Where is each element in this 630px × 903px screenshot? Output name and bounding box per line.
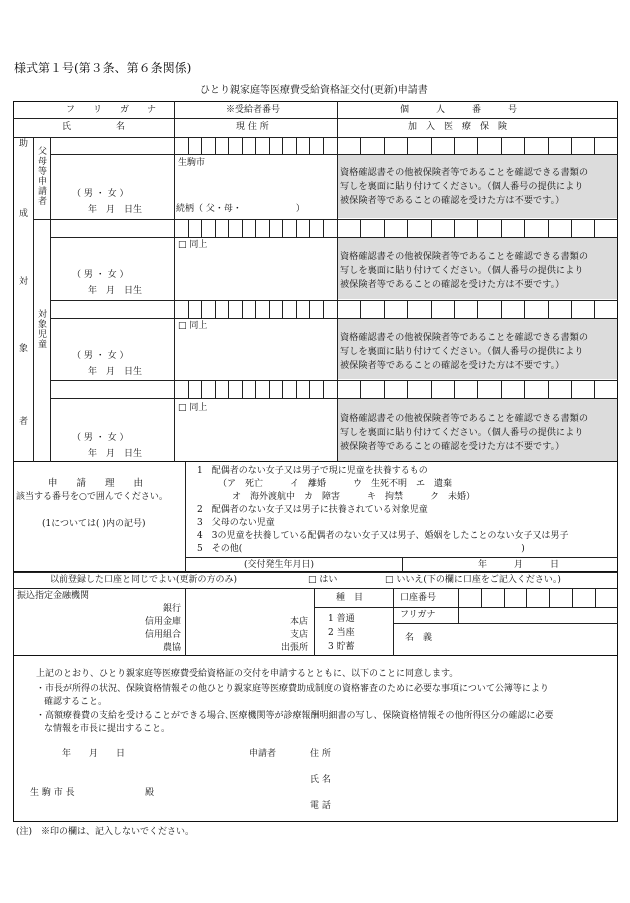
account-kind-2[interactable]: 2 当座	[328, 628, 355, 638]
insurance-note-4b: 写しを裏面に貼り付けてください。（個人番号の提供により	[340, 427, 584, 438]
grid-divider	[201, 300, 202, 318]
bank-type-nokyo[interactable]: 農協	[163, 643, 182, 653]
form-number: 様式第１号(第３条、第６条関係)	[14, 61, 192, 75]
bank-label: 振込指定金融機関	[17, 591, 90, 601]
side-label-5: 者	[19, 417, 29, 427]
grid-divider	[269, 219, 270, 237]
grid-divider	[407, 137, 408, 154]
grid-divider	[282, 219, 283, 237]
insurance-note-3a: 資格確認書その他被保険者等であることを確認できる書類の	[340, 332, 589, 343]
grid-divider	[296, 219, 297, 237]
same-checkbox-1[interactable]: □ 同上	[178, 240, 208, 250]
reason-item-3[interactable]: 3 父母のない児童	[197, 518, 275, 528]
form-title: ひとり親家庭等医療費受給資格証交付(更新)申請書	[200, 85, 428, 96]
grid-divider	[309, 380, 310, 398]
bank-type-shinkin[interactable]: 信用金庫	[145, 617, 182, 627]
branch-type-office[interactable]: 出張所	[281, 643, 309, 653]
side-label-2: 成	[19, 209, 29, 219]
account-holder-label: 名 義	[405, 633, 433, 643]
grid-divider	[215, 300, 216, 318]
grid-divider	[360, 219, 361, 237]
grid-divider	[407, 219, 408, 237]
consent-bullet-2b: な情報を市長に提出すること。	[44, 724, 171, 734]
grid-divider	[548, 219, 549, 237]
grid-divider	[255, 219, 256, 237]
reason-item-4[interactable]: 4 3の児童を扶養している配偶者のない女子又は男子、婚姻をしたことのない女子又は男子	[197, 531, 569, 541]
grid-divider	[524, 137, 525, 154]
insurance-note-4a: 資格確認書その他被保険者等であることを確認できる書類の	[340, 413, 589, 424]
same-checkbox-2[interactable]: □ 同上	[178, 321, 208, 331]
grid-divider	[501, 300, 502, 318]
grid-divider	[431, 219, 432, 237]
grid-divider	[323, 300, 324, 318]
grid-divider	[571, 137, 572, 154]
account-kind-3[interactable]: 3 貯蓄	[328, 642, 355, 652]
grid-divider	[228, 380, 229, 398]
reason-label: 申 請 理 由	[48, 478, 144, 489]
consent-intro: 上記のとおり、ひとり親家庭等医療費受給資格証の交付を申請するとともに、以下のことに同意します。	[36, 669, 459, 679]
signature-date[interactable]: 年 月 日	[62, 749, 126, 759]
grid-divider	[323, 137, 324, 154]
grid-divider	[454, 380, 455, 398]
footnote: (注) ※印の欄は、記入しないでください。	[16, 827, 195, 837]
account-number-cell[interactable]	[526, 589, 527, 607]
grid-divider	[524, 300, 525, 318]
grid-divider	[201, 137, 202, 154]
birth-date-child-3[interactable]: 年 月 日生	[88, 449, 143, 459]
grid-divider	[215, 219, 216, 237]
grid-divider	[571, 380, 572, 398]
grid-divider	[501, 219, 502, 237]
grid-divider	[594, 300, 595, 318]
grid-divider	[215, 380, 216, 398]
signature-applicant: 申請者	[249, 749, 277, 759]
grid-divider	[360, 380, 361, 398]
account-furigana-label: フリガナ	[400, 610, 436, 620]
consent-bullet-2a: ・高額療養費の支給を受けることができる場合､医療機関等が診療報酬明細書の写し、保険資格情報その他所得区分の確認に必要	[36, 711, 554, 721]
recipient-number-header: ※受給者番号	[226, 105, 281, 115]
mayor-label: 生 駒 市 長	[30, 788, 75, 798]
grid-divider	[309, 219, 310, 237]
grid-divider	[201, 219, 202, 237]
grid-divider	[255, 380, 256, 398]
grid-divider	[407, 380, 408, 398]
issue-date-label: (交付発生年月日)	[244, 560, 315, 570]
consent-bullet-1a: ・市長が所得の状況、保険資格情報その他ひとり親家庭等医療費助成制度の資格審査のために必要な事項について公簿等により	[36, 684, 549, 694]
side-label-3: 対	[19, 277, 29, 287]
individual-number-header: 個 人 番 号	[400, 105, 518, 115]
grid-divider	[242, 219, 243, 237]
insurance-note-3b: 写しを裏面に貼り付けてください。（個人番号の提供により	[340, 346, 584, 357]
reason-item-2[interactable]: 2 配偶者のない女子又は男子に扶養されている対象児童	[197, 505, 428, 515]
grid-divider	[548, 137, 549, 154]
mayor-honorific: 殿	[145, 788, 155, 798]
grid-divider	[323, 380, 324, 398]
birth-date-child-1[interactable]: 年 月 日生	[88, 286, 143, 296]
grid-divider	[477, 380, 478, 398]
grid-divider	[296, 137, 297, 154]
insurance-note-2a: 資格確認書その他被保険者等であることを確認できる書類の	[340, 251, 589, 262]
side-label-4: 象	[19, 344, 29, 354]
consent-bullet-1b: 確認すること。	[44, 697, 108, 707]
grid-divider	[188, 219, 189, 237]
insurance-note-1a: 資格確認書その他被保険者等であることを確認できる書類の	[340, 167, 589, 178]
gender-select-child-1[interactable]: （ 男 ・ 女 ）	[72, 270, 129, 280]
signature-name-label: 氏 名	[310, 775, 331, 785]
grid-divider	[477, 137, 478, 154]
city-label: 生駒市	[178, 158, 206, 168]
account-kind-label: 種 目	[336, 593, 364, 603]
grid-divider	[524, 380, 525, 398]
grid-divider	[454, 300, 455, 318]
grid-divider	[269, 380, 270, 398]
account-number-cell[interactable]	[572, 589, 573, 607]
grid-divider	[407, 300, 408, 318]
reason-item-5[interactable]: 5 その他( )	[197, 544, 525, 554]
furigana-header: フ リ ガ ナ	[66, 105, 157, 115]
parent-label: 父母等申請者	[36, 146, 46, 206]
account-number-cell[interactable]	[595, 589, 596, 607]
grid-divider	[255, 137, 256, 154]
grid-divider	[255, 300, 256, 318]
reason-sub-note: (1については( )内の記号)	[42, 519, 146, 529]
grid-divider	[282, 300, 283, 318]
address-header: 現 住 所	[236, 122, 269, 132]
reason-instruction: 該当する番号を○で囲んでください。	[16, 492, 168, 502]
insurance-note-1b: 写しを裏面に貼り付けてください。（個人番号の提供により	[340, 181, 584, 192]
account-number-cell[interactable]	[549, 589, 550, 607]
signature-phone-label: 電 話	[310, 801, 331, 811]
grid-divider	[571, 219, 572, 237]
birth-date-child-2[interactable]: 年 月 日生	[88, 367, 143, 377]
grid-divider	[188, 380, 189, 398]
relation-field[interactable]: 続柄（ 父・母・ ）	[176, 204, 305, 214]
grid-divider	[431, 380, 432, 398]
side-label-1: 助	[19, 139, 29, 149]
grid-divider	[360, 137, 361, 154]
account-same-question: 以前登録した口座と同じでよい(更新の方のみ)	[50, 575, 238, 585]
insurance-header: 加 入 医 療 保 険	[408, 122, 508, 132]
grid-divider	[201, 380, 202, 398]
consent-section	[13, 656, 618, 822]
grid-divider	[454, 219, 455, 237]
grid-divider	[282, 380, 283, 398]
account-number-cell[interactable]	[481, 589, 482, 607]
grid-divider	[296, 300, 297, 318]
grid-divider	[384, 219, 385, 237]
grid-divider	[501, 380, 502, 398]
account-number-label: 口座番号	[400, 593, 437, 603]
grid-divider	[215, 137, 216, 154]
grid-divider	[571, 300, 572, 318]
grid-divider	[188, 137, 189, 154]
bank-type-kumiai[interactable]: 信用組合	[145, 630, 182, 640]
grid-divider	[188, 300, 189, 318]
grid-divider	[269, 137, 270, 154]
grid-divider	[477, 300, 478, 318]
grid-divider	[309, 300, 310, 318]
grid-divider	[384, 137, 385, 154]
grid-divider	[269, 300, 270, 318]
grid-divider	[431, 300, 432, 318]
grid-divider	[594, 380, 595, 398]
grid-divider	[594, 219, 595, 237]
same-checkbox-3[interactable]: □ 同上	[178, 403, 208, 413]
branch-type-main[interactable]: 本店	[290, 617, 309, 627]
grid-divider	[360, 300, 361, 318]
grid-divider	[282, 137, 283, 154]
gender-select-child-3[interactable]: （ 男 ・ 女 ）	[72, 433, 129, 443]
signature-address-label: 住 所	[310, 749, 331, 759]
insurance-note-3c: 被保険者等であることの確認を受けた方は不要です。）	[340, 360, 565, 371]
reason-item-1a[interactable]: （ア 死亡 イ 離婚 ウ 生死不明 エ 遺棄	[218, 479, 453, 489]
child-label: 対象児童	[36, 309, 46, 349]
grid-divider	[384, 380, 385, 398]
insurance-note-4c: 被保険者等であることの確認を受けた方は不要です。）	[340, 441, 565, 452]
birth-date-parent[interactable]: 年 月 日生	[88, 205, 143, 215]
grid-divider	[228, 219, 229, 237]
grid-divider	[524, 219, 525, 237]
grid-divider	[296, 380, 297, 398]
grid-divider	[384, 300, 385, 318]
grid-divider	[431, 137, 432, 154]
bank-type-bank[interactable]: 銀行	[163, 604, 182, 614]
grid-divider	[548, 380, 549, 398]
name-header: 氏 名	[62, 122, 126, 132]
grid-divider	[594, 137, 595, 154]
gender-select-parent[interactable]: （ 男 ・ 女 ）	[72, 189, 129, 199]
account-same-no[interactable]: □ いいえ(下の欄に口座をご記入ください。)	[385, 575, 561, 585]
grid-divider	[228, 300, 229, 318]
grid-divider	[242, 137, 243, 154]
reason-item-1[interactable]: 1 配偶者のない女子又は男子で現に児童を扶養するもの	[197, 466, 428, 476]
branch-type-branch[interactable]: 支店	[290, 630, 309, 640]
grid-divider	[242, 380, 243, 398]
grid-divider	[501, 137, 502, 154]
issue-date-value[interactable]: 年 月 日	[478, 560, 560, 570]
grid-divider	[548, 300, 549, 318]
insurance-note-2b: 写しを裏面に貼り付けてください。（個人番号の提供により	[340, 265, 584, 276]
insurance-note-2c: 被保険者等であることの確認を受けた方は不要です。）	[340, 279, 565, 290]
account-kind-1[interactable]: 1 普通	[328, 614, 355, 624]
gender-select-child-2[interactable]: （ 男 ・ 女 ）	[72, 351, 129, 361]
grid-divider	[323, 219, 324, 237]
grid-divider	[454, 137, 455, 154]
grid-divider	[309, 137, 310, 154]
grid-divider	[242, 300, 243, 318]
grid-divider	[477, 219, 478, 237]
account-number-cell[interactable]	[504, 589, 505, 607]
grid-divider	[228, 137, 229, 154]
account-same-yes[interactable]: □ はい	[308, 575, 338, 585]
insurance-note-1c: 被保険者等であることの確認を受けた方は不要です。）	[340, 195, 565, 206]
reason-item-1b[interactable]: オ 海外渡航中 カ 障害 キ 拘禁 ク 未婚）	[232, 492, 476, 502]
